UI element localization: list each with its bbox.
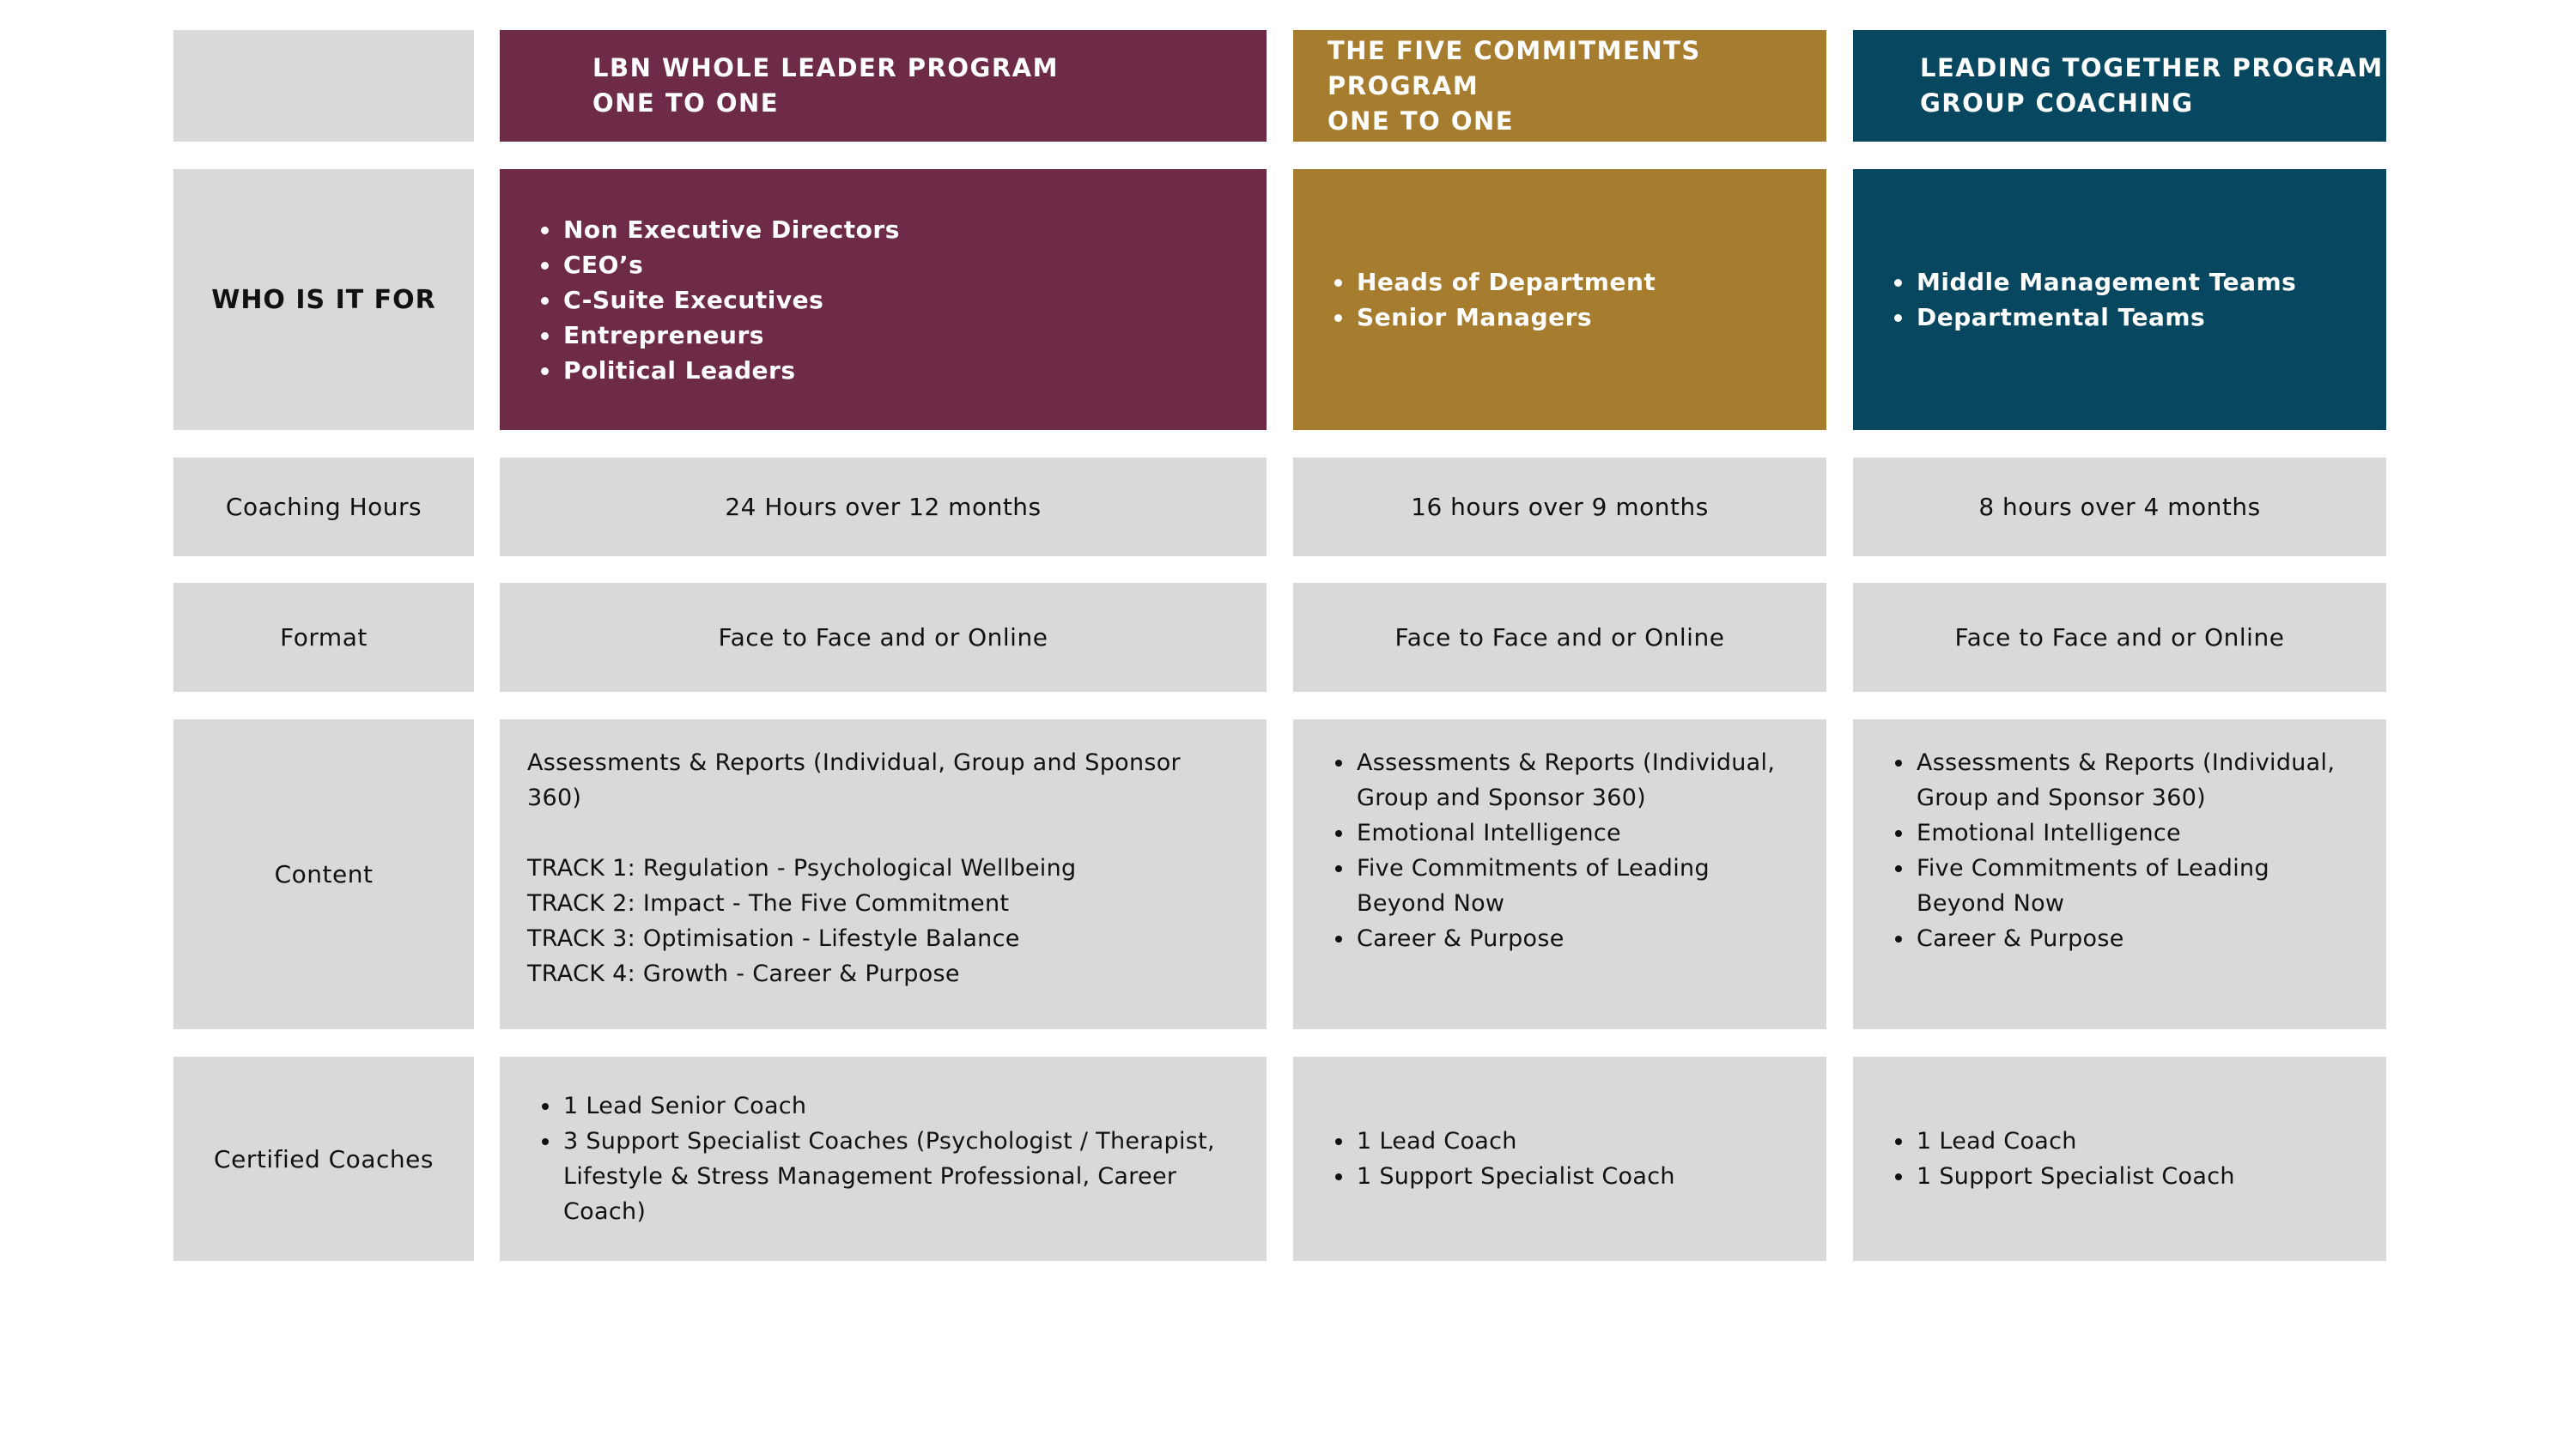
- row-label-text: Content: [274, 860, 374, 888]
- header-subtitle: GROUP COACHING: [1920, 88, 2194, 118]
- header-lbn-whole-leader: [500, 30, 1267, 142]
- list-item: • 1 Lead Coach: [1355, 1124, 1826, 1159]
- coaches-list: [519, 1088, 1215, 1229]
- row-label-text: Format: [280, 623, 368, 652]
- coaches-cell-leading-together: [1853, 1057, 2386, 1261]
- hours-cell-five-commitments: [1293, 458, 1826, 556]
- audience-list: [519, 212, 1267, 388]
- content-cell-lbn: [500, 719, 1267, 1029]
- format-cell-lbn: [500, 583, 1267, 692]
- list-item: • Middle Management Teams: [1915, 264, 2386, 300]
- header-subtitle: ONE TO ONE: [1327, 106, 1515, 136]
- list-item: • CEO’s: [562, 247, 1267, 282]
- audience-list: [1872, 264, 2386, 335]
- list-item: • Emotional Intelligence: [1915, 815, 2352, 851]
- content-intro: Assessments & Reports (Individual, Group and Sponsor 360): [527, 749, 1181, 811]
- coaches-list: [1872, 1124, 2386, 1194]
- list-item: • Career & Purpose: [1915, 921, 2352, 956]
- who-cell-five-commitments: [1293, 169, 1826, 430]
- hours-value: 8 hours over 4 months: [1978, 493, 2261, 521]
- format-value: Face to Face and or Online: [718, 623, 1048, 652]
- format-value: Face to Face and or Online: [1954, 623, 2285, 652]
- content-cell-five-commitments: [1293, 719, 1826, 1029]
- hours-value: 16 hours over 9 months: [1411, 493, 1709, 521]
- hours-cell-leading-together: [1853, 458, 2386, 556]
- list-item: • 3 Support Specialist Coaches (Psychologist / Therapist, Lifestyle & Stress Management Professional, Career Coach): [562, 1124, 1215, 1229]
- list-item: • Non Executive Directors: [562, 212, 1267, 247]
- row-label-content: [173, 719, 474, 1029]
- list-item: • Heads of Department: [1355, 264, 1826, 300]
- list-item: • Entrepreneurs: [562, 318, 1267, 353]
- track-item: TRACK 3: Optimisation - Lifestyle Balance: [527, 925, 1020, 952]
- list-item: • C-Suite Executives: [562, 282, 1267, 318]
- content-list: [1872, 745, 2352, 956]
- list-item: • Assessments & Reports (Individual, Group and Sponsor 360): [1915, 745, 2352, 815]
- hours-value: 24 Hours over 12 months: [725, 493, 1042, 521]
- list-item: • 1 Lead Senior Coach: [562, 1088, 1215, 1124]
- header-title: LBN WHOLE LEADER PROGRAM: [592, 53, 1059, 82]
- header-five-commitments: [1293, 30, 1826, 142]
- format-value: Face to Face and or Online: [1394, 623, 1725, 652]
- hours-cell-lbn: [500, 458, 1267, 556]
- list-item: • Departmental Teams: [1915, 300, 2386, 335]
- coaches-list: [1312, 1124, 1826, 1194]
- track-item: TRACK 1: Regulation - Psychological Wellbeing: [527, 855, 1077, 882]
- row-label-text: Certified Coaches: [214, 1144, 434, 1173]
- list-item: • 1 Support Specialist Coach: [1355, 1159, 1826, 1194]
- coaches-cell-lbn: [500, 1057, 1267, 1261]
- format-cell-leading-together: [1853, 583, 2386, 692]
- coaches-cell-five-commitments: [1293, 1057, 1826, 1261]
- row-label-coaches: [173, 1057, 474, 1261]
- list-item: • Assessments & Reports (Individual, Group and Sponsor 360): [1355, 745, 1792, 815]
- row-label-hours: [173, 458, 474, 556]
- format-cell-five-commitments: [1293, 583, 1826, 692]
- list-item: • Emotional Intelligence: [1355, 815, 1792, 851]
- who-cell-leading-together: [1853, 169, 2386, 430]
- header-leading-together: [1853, 30, 2386, 142]
- list-item: • 1 Lead Coach: [1915, 1124, 2386, 1159]
- content-list: [1312, 745, 1792, 956]
- row-label-format: [173, 583, 474, 692]
- header-subtitle: ONE TO ONE: [592, 88, 780, 118]
- list-item: • Five Commitments of Leading Beyond Now: [1915, 851, 2352, 921]
- who-cell-lbn: [500, 169, 1267, 430]
- track-item: TRACK 4: Growth - Career & Purpose: [527, 961, 960, 987]
- row-label-text: Coaching Hours: [225, 493, 422, 521]
- row-label-who: [173, 169, 474, 430]
- audience-list: [1312, 264, 1826, 335]
- list-item: • Five Commitments of Leading Beyond Now: [1355, 851, 1792, 921]
- header-title: THE FIVE COMMITMENTS PROGRAM: [1327, 35, 1701, 100]
- row-label-text: WHO IS IT FOR: [211, 284, 436, 315]
- list-item: • 1 Support Specialist Coach: [1915, 1159, 2386, 1194]
- list-item: • Political Leaders: [562, 353, 1267, 388]
- list-item: • Senior Managers: [1355, 300, 1826, 335]
- track-item: TRACK 2: Impact - The Five Commitment: [527, 890, 1010, 917]
- list-item: • Career & Purpose: [1355, 921, 1792, 956]
- content-cell-leading-together: [1853, 719, 2386, 1029]
- header-corner-blank: [173, 30, 474, 142]
- header-title: LEADING TOGETHER PROGRAM: [1920, 53, 2384, 82]
